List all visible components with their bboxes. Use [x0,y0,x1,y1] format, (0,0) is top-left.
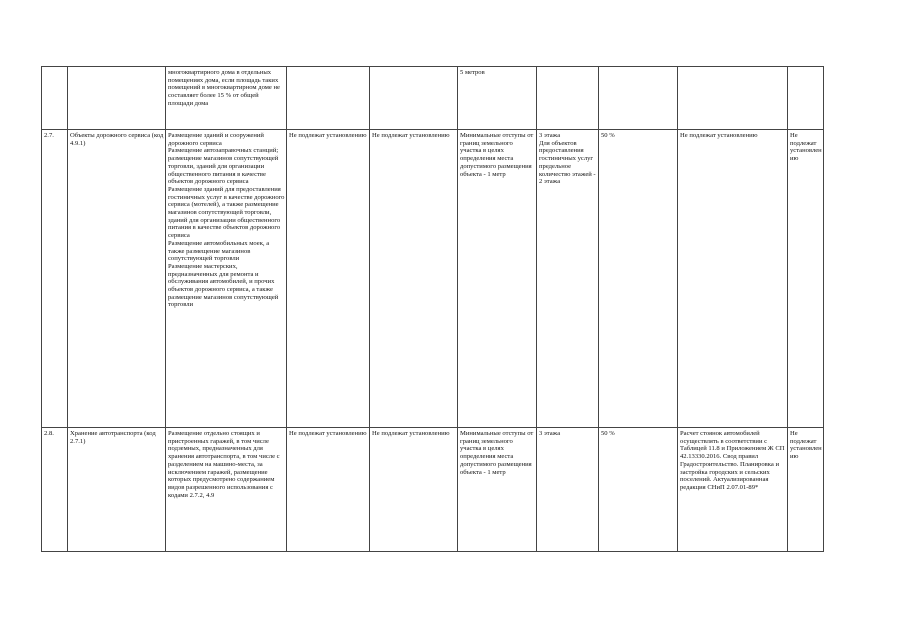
max-coverage [599,67,678,130]
min-setback: Минимальные отступы от границ земельного участка в целях определения места допустимого размещения объекта - 1 метр [458,428,537,552]
land-use-name [68,67,166,130]
use-restrictions: Не подлежат установлению [788,130,824,428]
other-parameters: Не подлежат установлению [678,130,788,428]
max-floors: 3 этажа Для объектов предоставления гостиничных услуг предельное количество этажей - 2 этажа [537,130,599,428]
land-use-description: многоквартирного дома в отдельных помещениях дома, если площадь таких помещений в многоквартирном доме не составляет более 15 % от общей площади дома [166,67,287,130]
other-parameters: Расчет стоянок автомобилей осуществлять в соответствии с Таблицей 11.8 и Приложением Ж СП 42.13330.2016. Свод правил Градостроительство. Планировка и застройка городских и сельских поселений. Актуализированная редакция СНиП 2.07.01-89* [678,428,788,552]
row-number: 2.7. [42,130,68,428]
min-setback: Минимальные отступы от границ земельного участка в целях определения места допустимого размещения объекта - 1 метр [458,130,537,428]
land-use-name: Хранение автотранспорта (код 2.7.1) [68,428,166,552]
max-plot-area: Не подлежат установлению [370,428,458,552]
land-use-description: Размещение зданий и сооружений дорожного сервиса Размещение автозаправочных станций; размещение магазинов сопутствующей торговли, зданий для организации общественного питания в качестве объектов дорожного сервиса Размещение зданий для предоставления гостиничных услуг в качестве дорожного сервиса (мотелей), а также размещение магазинов сопутствующей торговли, зданий для организации общественного питания в качестве объектов дорожного сервиса Размещение автомобильных моек, а также размещение магазинов сопутствующей торговли Размещение мастерских, предназначенных для ремонта и обслуживания автомобилей, и прочих объектов дорожного сервиса, а также размещение магазинов сопутствующей торговли [166,130,287,428]
land-use-name: Объекты дорожного сервиса (код 4.9.1) [68,130,166,428]
table-row [42,130,824,428]
other-parameters [678,67,788,130]
max-coverage: 50 % [599,428,678,552]
use-restrictions: Не подлежат установлению [788,428,824,552]
min-plot-area: Не подлежат установлению [287,428,370,552]
regulations-table [41,66,824,552]
table-row [42,67,824,130]
max-plot-area [370,67,458,130]
land-use-description: Размещение отдельно стоящих и пристроенных гаражей, в том числе подземных, предназначенных для хранения автотранспорта, в том числе с разделением на машино-места, за исключением гаражей, размещение которых предусмотрено содержанием видов разрешенного использования с кодами 2.7.2, 4.9 [166,428,287,552]
max-floors [537,67,599,130]
max-plot-area: Не подлежат установлению [370,130,458,428]
min-plot-area [287,67,370,130]
row-number: 2.8. [42,428,68,552]
max-coverage: 50 % [599,130,678,428]
use-restrictions [788,67,824,130]
max-floors: 3 этажа [537,428,599,552]
min-setback: 5 метров [458,67,537,130]
row-number [42,67,68,130]
table-row [42,428,824,552]
min-plot-area: Не подлежат установлению [287,130,370,428]
